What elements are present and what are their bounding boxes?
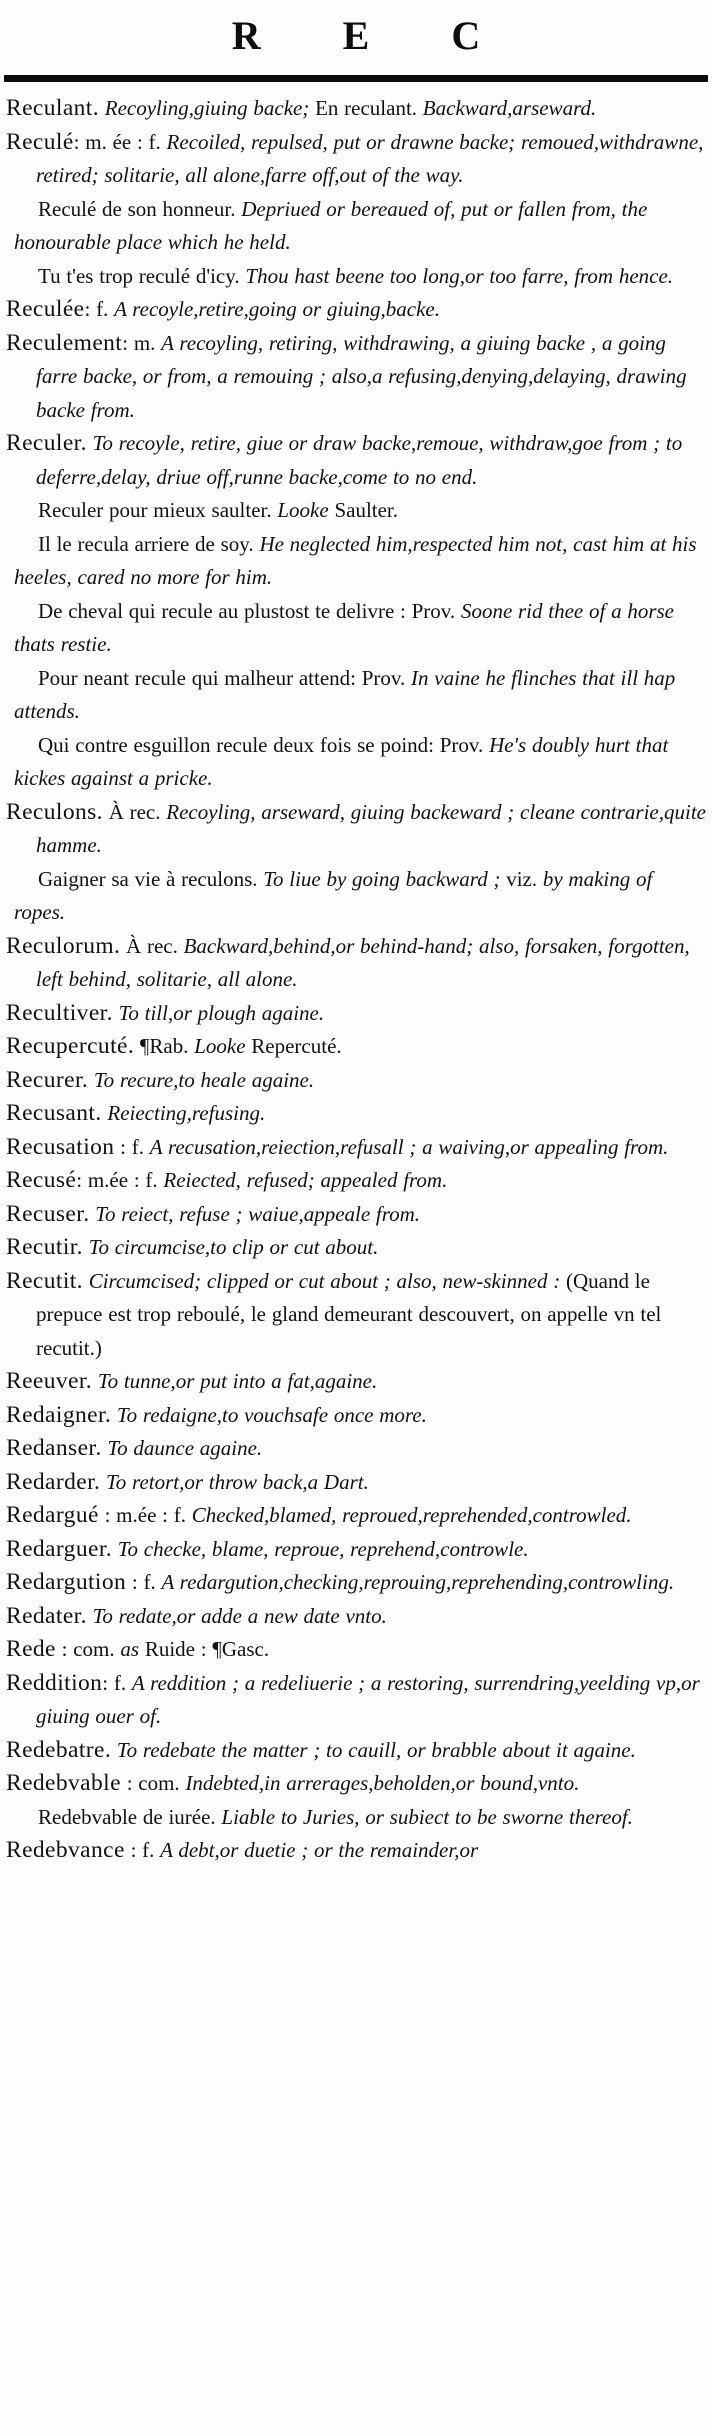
entry-headword: Reculement xyxy=(6,329,123,356)
page-title: R E C xyxy=(231,13,517,58)
entry-gloss-text: A recoyle,retire,going or giuing,backe. xyxy=(114,297,441,321)
dictionary-entry xyxy=(6,427,706,494)
entry-headword: Recutit. xyxy=(6,1267,83,1294)
entry-gloss-text: : f. xyxy=(126,1570,162,1594)
entry-headword: Reculorum. xyxy=(6,932,121,959)
dictionary-entry xyxy=(6,1566,706,1600)
entry-gloss-text: À rec. xyxy=(120,933,184,958)
dictionary-entry xyxy=(6,1432,706,1466)
entry-headword: Recultiver. xyxy=(6,999,113,1026)
entry-gloss-text: To redaigne,to vouchsafe once more. xyxy=(111,1402,427,1427)
entry-gloss-text: Liable to Juries, or subiect to be sworne thereof. xyxy=(221,1804,633,1829)
entry-gloss-text: Pour neant recule qui malheur attend: Prov. xyxy=(38,665,412,690)
entry-gloss-text: He neglected him,respected him not, cast him at his heeles, cared no more for him. xyxy=(14,531,697,589)
dictionary-entry xyxy=(6,293,706,327)
dictionary-entry xyxy=(6,1533,706,1567)
dictionary-entry xyxy=(6,1767,706,1801)
entry-headword: Recutir. xyxy=(6,1234,83,1260)
dictionary-entry xyxy=(6,997,706,1031)
entry-gloss-text: To till,or plough againe. xyxy=(112,1000,325,1025)
entry-headword: Recurer. xyxy=(6,1066,89,1093)
dictionary-entry xyxy=(6,1097,706,1131)
dictionary-entry xyxy=(6,1499,706,1533)
dictionary-entry xyxy=(6,1600,706,1634)
entry-headword: Redaigner. xyxy=(6,1401,112,1428)
entry-gloss-text: as xyxy=(120,1637,145,1661)
entry-headword: Recusant. xyxy=(6,1100,102,1126)
entry-gloss-text: A debt,or duetie ; or the remainder,or xyxy=(160,1838,479,1862)
dictionary-entry xyxy=(6,1198,706,1232)
entry-gloss-text: Recoyling, arseward, giuing backeward ; cleane contrarie,quite hamme. xyxy=(36,799,706,857)
dictionary-entry xyxy=(6,494,706,528)
dictionary-entry xyxy=(6,1834,706,1868)
dictionary-entry xyxy=(6,92,706,126)
entry-gloss-text: To reiect, refuse ; waiue,appeale from. xyxy=(89,1201,421,1226)
entry-headword: Reddition xyxy=(6,1669,103,1696)
entry-headword: Redebvable xyxy=(6,1770,121,1796)
entry-gloss-text: Redebvable de iurée. xyxy=(38,1804,222,1829)
entry-gloss-text: Tu t'es trop reculé d'icy. xyxy=(38,263,246,288)
dictionary-entry xyxy=(6,327,706,428)
entry-gloss-text: : m.ée : f. xyxy=(98,1503,192,1527)
entry-gloss-text: Recoiled, repulsed, put or drawne backe; remoued,withdrawne, retired; solitarie, all alone,farre off,out of the way. xyxy=(36,129,704,187)
dictionary-entry xyxy=(6,1231,706,1265)
dictionary-entry xyxy=(6,1131,706,1165)
entry-headword: Reculant. xyxy=(6,95,99,121)
entry-gloss-text: : com. xyxy=(120,1771,186,1795)
entry-gloss-text: To liue by going backward ; xyxy=(263,866,507,891)
dictionary-entry xyxy=(6,260,706,294)
entry-headword: Reculer. xyxy=(6,430,87,456)
entry-gloss-text: : m. xyxy=(122,330,162,355)
dictionary-entry xyxy=(6,1801,706,1835)
entry-gloss-text: In vaine he flinches that ill hap attends. xyxy=(14,665,676,723)
entry-gloss-text: To retort,or throw back,a Dart. xyxy=(100,1469,369,1494)
dictionary-entry xyxy=(6,1164,706,1198)
entry-headword: Recusation xyxy=(6,1133,115,1160)
entry-gloss-text: Qui contre esguillon recule deux fois se poind: Prov. xyxy=(38,732,490,757)
entry-list xyxy=(4,90,708,1868)
entry-headword: Reculé xyxy=(6,128,74,155)
entry-gloss-text: Recoyling,giuing backe; xyxy=(99,96,316,120)
entry-gloss-text: ¶Rab. xyxy=(134,1034,195,1058)
dictionary-entry xyxy=(6,595,706,662)
entry-gloss-text: To redate,or adde a new date vnto. xyxy=(86,1603,387,1628)
entry-headword: Redargution xyxy=(6,1569,127,1595)
entry-gloss-text: En reculant. xyxy=(315,96,418,120)
dictionary-entry xyxy=(6,930,706,997)
entry-gloss-text: Reiected, refused; appealed from. xyxy=(163,1168,448,1192)
dictionary-entry xyxy=(6,193,706,260)
entry-gloss-text: : f. xyxy=(84,297,115,321)
entry-gloss-text: To recure,to heale againe. xyxy=(88,1067,315,1092)
dictionary-entry xyxy=(6,1633,706,1667)
dictionary-entry xyxy=(6,662,706,729)
entry-headword: Rede xyxy=(6,1636,56,1662)
entry-gloss-text: To redebate the matter ; to cauill, or brabble about it againe. xyxy=(111,1737,636,1762)
entry-gloss-text: A recusation,reiection,refusall ; a waiving,or appealing from. xyxy=(149,1134,669,1159)
dictionary-entry xyxy=(6,1466,706,1500)
dictionary-entry xyxy=(6,1365,706,1399)
entry-headword: Reeuver. xyxy=(6,1368,93,1394)
dictionary-entry xyxy=(6,528,706,595)
entry-gloss-text: : com. xyxy=(55,1637,121,1661)
entry-gloss-text: To daunce againe. xyxy=(101,1436,263,1460)
dictionary-entry xyxy=(6,1265,706,1366)
entry-headword: Redanser. xyxy=(6,1435,102,1461)
entry-gloss-text: Reculer pour mieux saulter. xyxy=(38,498,278,522)
entry-gloss-text: : f. xyxy=(124,1838,161,1862)
entry-gloss-text: : f. xyxy=(102,1670,132,1695)
entry-gloss-text: Depriued or bereaued of, put or fallen from, the honourable place which he held. xyxy=(14,196,648,254)
entry-gloss-text: He's doubly hurt that kickes against a pricke. xyxy=(14,732,669,790)
entry-gloss-text: Reiecting,refusing. xyxy=(101,1101,266,1125)
entry-gloss-text: Il le recula arriere de soy. xyxy=(38,531,260,556)
entry-gloss-text: (Quand le prepuce est trop reboulé, le gland demeurant descouvert, on appelle vn tel recutit.) xyxy=(36,1268,662,1360)
entry-headword: Redater. xyxy=(6,1602,87,1629)
entry-headword: Redarguer. xyxy=(6,1535,113,1562)
entry-headword: Recuser. xyxy=(6,1200,90,1227)
dictionary-entry xyxy=(6,796,706,863)
dictionary-entry xyxy=(6,1734,706,1768)
entry-headword: Redebvance xyxy=(6,1837,125,1863)
entry-gloss-text: Indebted,in arrerages,beholden,or bound,vnto. xyxy=(185,1771,580,1795)
entry-gloss-text: To tunne,or put into a fat,againe. xyxy=(92,1369,378,1393)
entry-gloss-text: Ruide : ¶Gasc. xyxy=(144,1637,270,1661)
entry-gloss-text: To checke, blame, reproue, reprehend,controwle. xyxy=(112,1536,529,1561)
entry-gloss-text: Saulter. xyxy=(334,498,399,522)
entry-headword: Recupercuté. xyxy=(6,1033,135,1059)
entry-gloss-text: Backward,arseward. xyxy=(417,96,597,120)
entry-headword: Redargué xyxy=(6,1502,99,1528)
entry-gloss-text: Gaigner sa vie à reculons. xyxy=(38,866,264,891)
header-divider-rule xyxy=(4,75,708,82)
entry-headword: Recusé xyxy=(6,1167,77,1193)
dictionary-entry xyxy=(6,863,706,930)
dictionary-entry xyxy=(6,1030,706,1064)
entry-headword: Redarder. xyxy=(6,1468,101,1495)
entry-gloss-text: viz. xyxy=(506,866,543,891)
entry-gloss-text: Looke xyxy=(194,1034,252,1058)
dictionary-entry xyxy=(6,126,706,193)
dictionary-entry xyxy=(6,1399,706,1433)
entry-gloss-text: A recoyling, retiring, withdrawing, a giuing backe , a going farre backe, or from, a remouing ; also,a refusing,denying,delaying, drawing backe from. xyxy=(36,330,687,422)
entry-gloss-text: Looke xyxy=(277,498,335,522)
entry-gloss-text: Backward,behind,or behind-hand; also, forsaken, forgotten, left behind, solitarie, all alone. xyxy=(36,933,690,991)
dictionary-entry xyxy=(6,729,706,796)
entry-gloss-text: : m.ée : f. xyxy=(76,1168,164,1192)
entry-gloss-text: Repercuté. xyxy=(251,1034,342,1058)
entry-gloss-text: by making of ropes. xyxy=(14,866,653,924)
entry-gloss-text: À rec. xyxy=(102,799,167,824)
entry-gloss-text: To recoyle, retire, giue or draw backe,remoue, withdraw,goe from ; to deferre,delay, driue off,runne backe,come to no end. xyxy=(36,431,683,489)
entry-gloss-text: : m. ée : f. xyxy=(73,129,167,154)
dictionary-entry xyxy=(6,1667,706,1734)
entry-headword: Reculée xyxy=(6,296,85,322)
entry-gloss-text: De cheval qui recule au plustost te delivre : Prov. xyxy=(38,598,461,623)
entry-gloss-text: Circumcised; clipped or cut about ; also, new-skinned : xyxy=(82,1268,567,1293)
entry-gloss-text: To circumcise,to clip or cut about. xyxy=(82,1235,379,1259)
dictionary-entry xyxy=(6,1064,706,1098)
entry-gloss-text: A redargution,checking,reprouing,reprehending,controwling. xyxy=(161,1570,675,1594)
entry-gloss-text: Reculé de son honneur. xyxy=(38,196,242,221)
entry-gloss-text: Soone rid thee of a horse thats restie. xyxy=(14,598,674,656)
entry-gloss-text: Thou hast beene too long,or too farre, from hence. xyxy=(245,263,674,288)
entry-gloss-text: Checked,blamed, reproued,reprehended,controwled. xyxy=(191,1503,632,1527)
entry-headword: Reculons. xyxy=(6,798,103,825)
entry-headword: Redebatre. xyxy=(6,1736,112,1763)
entry-gloss-text: : f. xyxy=(114,1134,150,1159)
entry-gloss-text: A reddition ; a redeliuerie ; a restoring, surrendring,yeelding vp,or giuing ouer of. xyxy=(36,1670,700,1728)
